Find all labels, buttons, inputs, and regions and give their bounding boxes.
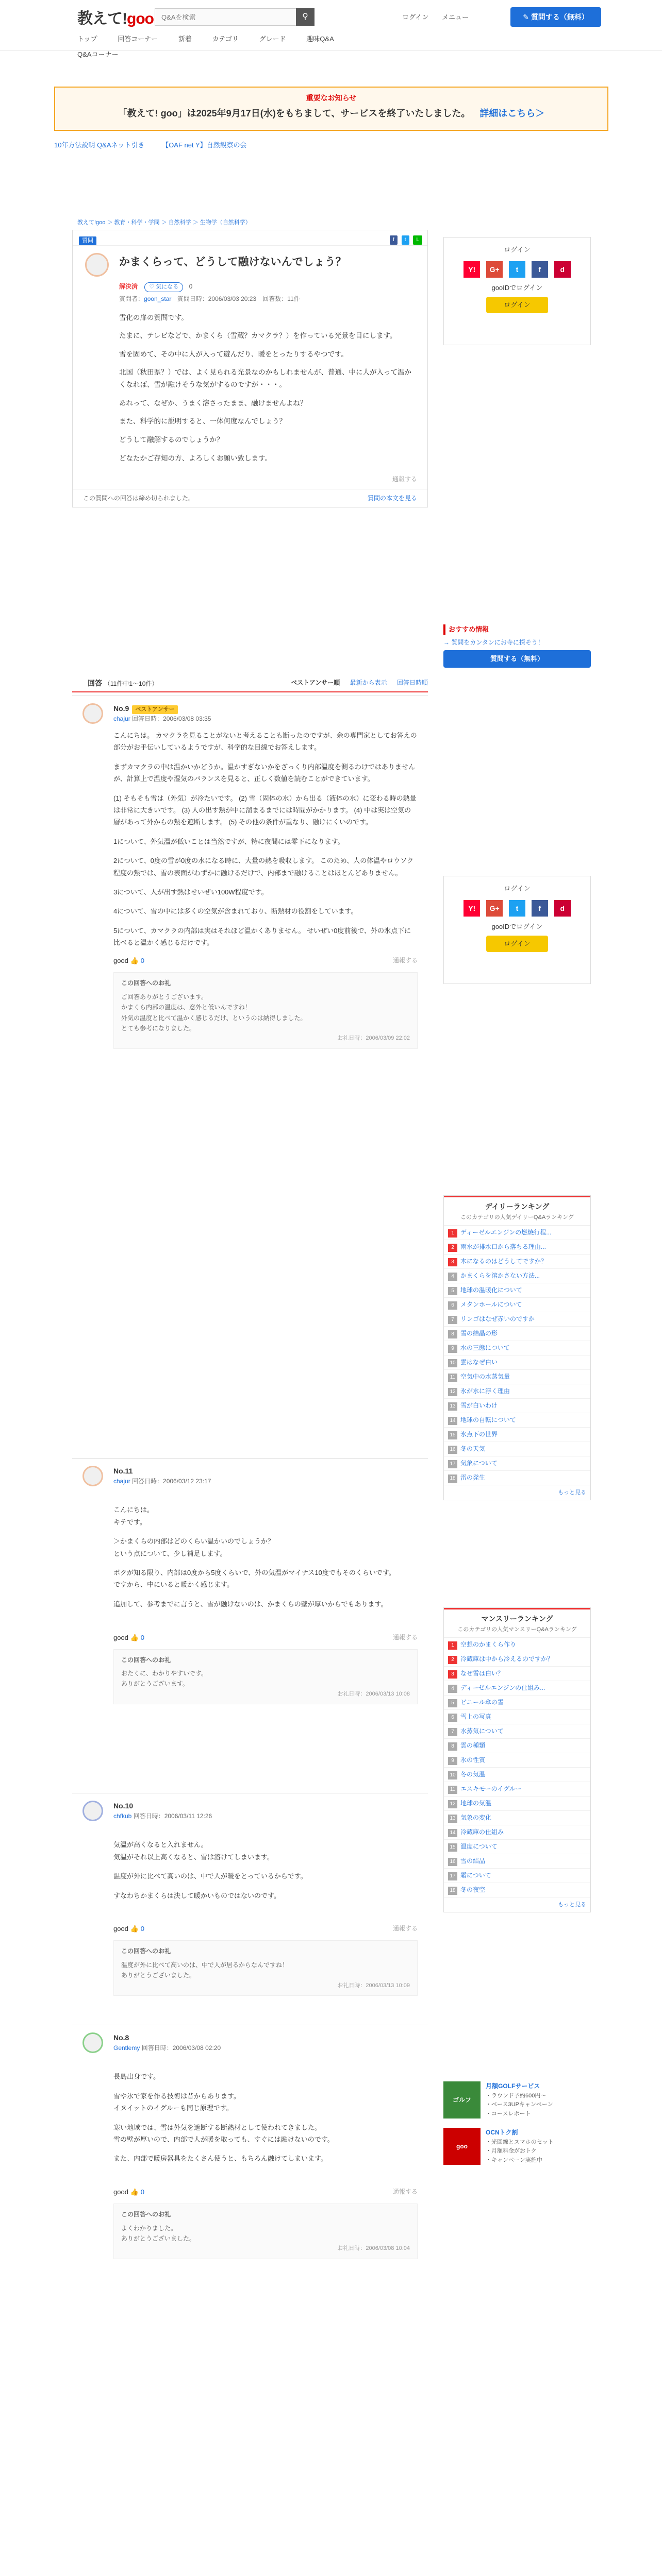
- facebook-icon[interactable]: f: [532, 261, 548, 278]
- answerer-name[interactable]: chajur: [113, 1478, 130, 1485]
- answer-item: [72, 1458, 428, 1777]
- recommend-heading: おすすめ情報: [443, 624, 591, 635]
- questioner-name[interactable]: goon_star: [144, 295, 172, 302]
- body-line: また、科学的に説明すると、一体何度なんでしょう？: [119, 417, 286, 426]
- recommend-box: [443, 624, 591, 663]
- ad-item[interactable]: goo OCNトク割 ・光回線とスマホのセット ・月額料金がおトク ・キャンペーン実施中: [443, 2128, 591, 2169]
- twitter-icon[interactable]: t: [509, 261, 525, 278]
- ranking-list: [444, 1638, 590, 1897]
- yahoo-icon[interactable]: Y!: [464, 261, 480, 278]
- ranking-item[interactable]: 8 雲の種類: [444, 1739, 590, 1753]
- good-row: good 👍 0 通報する: [113, 2188, 418, 2196]
- answers-header: [72, 675, 428, 692]
- login-link[interactable]: ログイン: [402, 13, 429, 21]
- ranking-item[interactable]: 18 冬の夜空: [444, 1883, 590, 1897]
- avatar: [82, 2032, 103, 2053]
- bookmark-button[interactable]: ♡ 気になる: [144, 282, 183, 292]
- recommend-link[interactable]: → 質問をカンタンにお寺に探そう！: [443, 638, 544, 646]
- body-line: 北国（秋田県？）では、よく見られる光景なのかもしれませんが、普通、中に人が入って温かくなれば、雪が融けそうな気がするのですが・・・。: [119, 368, 411, 388]
- ranking-item[interactable]: 10 雲はなぜ白い: [444, 1355, 590, 1370]
- ranking-title: デイリーランキング: [444, 1196, 590, 1213]
- question-title: かまくらって、どうして融けないんでしょう？: [119, 256, 346, 268]
- ranking-item[interactable]: 3 木になるのはどうしてですか？: [444, 1255, 590, 1269]
- meta-prefix: 質問者：: [119, 295, 144, 302]
- notice-body: 「教えて! goo」は2025年9月17日(水)をもちまして、サービスを終了いたしました。 詳細はこちら＞: [118, 108, 545, 118]
- thumb-icon[interactable]: 👍: [128, 1925, 139, 1933]
- answer-sort-links: [283, 678, 428, 687]
- avatar: [82, 1466, 103, 1486]
- ranking-item[interactable]: 13 雪が白いわけ: [444, 1399, 590, 1413]
- notice-detail-link[interactable]: 詳細はこちら＞: [479, 108, 545, 118]
- related-link[interactable]: 10年方法説明 Q&Aネット引き: [54, 141, 145, 149]
- thanks-box: この回答へのお礼 温度が外に比べて高いのは、中で人が居るからなんですね！ ありがとうございました。 お礼日時：2006/03/13 10:09: [113, 1940, 418, 1996]
- body-line: どうして融解するのでしょうか？: [119, 435, 224, 444]
- answer-date: 回答日時：2006/03/08 02:20: [141, 2044, 221, 2052]
- nav-new[interactable]: 新着: [178, 35, 192, 43]
- ask-question-button-side[interactable]: 質問する（無料）: [443, 650, 591, 668]
- ranking-item[interactable]: 15 氷点下の世界: [444, 1428, 590, 1442]
- answerer-name[interactable]: Gentlemy: [113, 2044, 140, 2052]
- question-body: [73, 303, 427, 475]
- body-line: 雪化の扉の質問です。: [119, 313, 188, 321]
- report-link[interactable]: 通報する: [392, 2188, 418, 2196]
- report-link[interactable]: 通報する: [392, 957, 418, 964]
- ranking-item[interactable]: 14 地球の自転について: [444, 1413, 590, 1428]
- ranking-item[interactable]: 4 ディーゼルエンジンの仕組み...: [444, 1681, 590, 1696]
- login-box-2: [443, 876, 591, 984]
- login-title: ログイン: [504, 885, 531, 892]
- question-header: [73, 230, 427, 246]
- goo-login-label: gooIDでログイン: [491, 283, 543, 292]
- ranking-item[interactable]: 9 氷の性質: [444, 1753, 590, 1768]
- ranking-item[interactable]: 16 冬の天気: [444, 1442, 590, 1456]
- login-box: [443, 237, 591, 345]
- body-line: たまに、テレビなどで、かまくら（雪蔵？カマクラ？）を作っている光景を目にします。: [119, 332, 397, 340]
- ranking-item[interactable]: 8 雪の結晶の形: [444, 1327, 590, 1341]
- facebook-icon[interactable]: f: [532, 900, 548, 917]
- ranking-more-link[interactable]: もっと見る: [558, 1901, 586, 1908]
- ranking-item[interactable]: 6 メタンホールについて: [444, 1298, 590, 1312]
- google-icon[interactable]: G+: [486, 261, 503, 278]
- answer-number: No.10: [113, 1802, 134, 1810]
- answer-text: こんにちは。 カマクラを見ることがないと考えることも断ったのですが、余の専門家としてお答えの部分がお手伝いしているようですが、科学的な目線でお答えします。 まずカマクラの中は温かいかどうか。温かすぎないかをざっくり内部温度を測るわけではありませんが、計算上で温度や湿気のバランスを見ると、正しく数値を読むことができています。 (1) そもそも雪は（外気）が冷たいです。 (2) 雪（固体の水）から出る（液体の水）に変わる時の熱量は非常に大きいです。 (3) 人の出す熱が中に溜まるまでには時間がかかります。 (4) 中は実は空気の層があって外からの熱を遮断します。 (5) その他の条件が重なり、融けにくいのです。 1について、外気温が低いことは当然ですが、特に夜間には零下になります。 2について、0度の雪が0度の水になる時に、大量の熱を吸収します。 このため、人の体温やロウソク程度の熱では、雪の表面がわずかに融けるだけで、内部まで融けることはほとんどありません。 3について、人が出す熱はせいぜい100W程度です。 4について、雪の中には多くの空気が含まれており、断熱材の役割をしています。 5について、カマクラの内部は実はそれほど温かくありません。 せいぜい0度前後で、外の氷点下に比べると温かく感じるだけです。: [113, 732, 417, 947]
- thanks-box: この回答へのお礼 よくわかりました。 ありがとうございました。 お礼日時：2006/03/08 10:04: [113, 2204, 418, 2259]
- ranking-item[interactable]: 1 ディーゼルエンジンの燃焼行程...: [444, 1226, 590, 1240]
- ranking-item[interactable]: 17 気象について: [444, 1456, 590, 1471]
- docomo-icon[interactable]: d: [554, 900, 571, 917]
- ad-image: ゴルフ: [443, 2081, 481, 2119]
- search-box: [155, 8, 315, 26]
- ranking-item[interactable]: 16 雪の結晶: [444, 1854, 590, 1869]
- service-end-notice: [54, 87, 608, 131]
- nav-answer[interactable]: 回答コーナー: [118, 35, 158, 43]
- ranking-item[interactable]: 14 冷蔵庫の仕組み: [444, 1825, 590, 1840]
- sort-best[interactable]: ベストアンサー順: [291, 679, 340, 686]
- answer-date: 回答日時：2006/03/12 23:17: [132, 1478, 211, 1485]
- ad-item[interactable]: ゴルフ 月額GOLFサービス ・ラウンド予約600円〜 ・ベース3UPキャンペーン ・コースレポート: [443, 2081, 591, 2123]
- social-login-icons: [444, 261, 590, 278]
- answer-item: [72, 1793, 428, 2009]
- thumb-icon[interactable]: 👍: [128, 1633, 139, 1641]
- report-link[interactable]: 通報する: [392, 476, 417, 483]
- ranking-item[interactable]: 12 地球の気温: [444, 1797, 590, 1811]
- ranking-item[interactable]: 7 リンゴはなぜ赤いのですか: [444, 1312, 590, 1327]
- related-link[interactable]: 【OAF net Y】自然観察の会: [162, 141, 247, 149]
- answer-date: 回答日時：2006/03/08 03:35: [132, 715, 211, 722]
- best-answer-badge: ベストアンサー: [132, 705, 177, 714]
- status-badge: 解決済: [119, 283, 138, 290]
- good-row: good 👍 0 通報する: [113, 1925, 418, 1933]
- answerer-name[interactable]: chfkub: [113, 1812, 132, 1820]
- sort-newest[interactable]: 最新から表示: [350, 679, 387, 686]
- ranking-item[interactable]: 4 かまくらを溶かさない方法...: [444, 1269, 590, 1283]
- view-question-link[interactable]: 質問の本文を見る: [367, 495, 417, 502]
- ranking-item[interactable]: 18 雷の発生: [444, 1471, 590, 1485]
- good-button[interactable]: good: [113, 1633, 128, 1641]
- ranking-item[interactable]: 12 氷が水に浮く理由: [444, 1384, 590, 1399]
- answer-date: 回答日時：2006/03/11 12:26: [133, 1812, 212, 1820]
- answer-number: No.8: [113, 2033, 129, 2042]
- thumb-icon[interactable]: 👍: [128, 957, 139, 965]
- ask-question-button[interactable]: ✎ 質問する（無料）: [510, 7, 601, 27]
- answer-item: [72, 2025, 428, 2576]
- ranking-list: [444, 1226, 590, 1485]
- report-link[interactable]: 通報する: [392, 1925, 418, 1933]
- answer-item: [72, 696, 428, 1443]
- login-button[interactable]: ログイン: [486, 297, 548, 313]
- ranking-item[interactable]: 5 ビニール傘の雪: [444, 1696, 590, 1710]
- ranking-item[interactable]: 11 空気中の水蒸気量: [444, 1370, 590, 1384]
- question-footer: [73, 489, 427, 507]
- answer-text: 長島出身です。 雪や氷で家を作る技術は昔からあります。 イヌイットのイグルーも同じ原理です。 寒い地域では、雪は外気を遮断する断熱材として使われてきました。 雪の壁が厚いので、内部で人が暖を取っても、すぐには融けないのです。 また、内部で暖房器具をたくさん使うと、もちろん融けてしまいます。: [113, 2073, 334, 2163]
- good-row: good 👍 0 通報する: [113, 957, 418, 965]
- goo-login-label: gooIDでログイン: [491, 922, 543, 930]
- ranking-item[interactable]: 7 水蒸気について: [444, 1724, 590, 1739]
- login-button[interactable]: ログイン: [486, 936, 548, 952]
- closed-notice: この質問への回答は締め切られました。: [83, 495, 195, 502]
- header-links: [402, 12, 480, 23]
- ranking-item[interactable]: 15 温度について: [444, 1840, 590, 1854]
- answer-text: こんにちは。 キテです。 ＞かまくらの内部はどのくらい温かいのでしょうか？ という点について、少し補足します。 ボクが知る限り、内部は0度から5度くらいで、外の気温がマイナス10度でもそのくらいです。 ですから、中にいると暖かく感じます。 追加して、参考までに言うと、雪が融けないのは、かまくらの壁が厚いからでもあります。: [113, 1506, 395, 1608]
- thumb-icon[interactable]: 👍: [128, 2188, 139, 2196]
- thanks-box: この回答へのお礼 ご回答ありがとうございます。 かまくら内部の温度は、意外と低いんですね！ 外気の温度と比べて温かく感じるだけ、というのは納得しました。 とても参考になりました。 お礼日時：2006/03/09 22:02: [113, 972, 418, 1049]
- avatar: [85, 253, 109, 277]
- facebook-share-icon[interactable]: f: [390, 235, 398, 245]
- monthly-ranking: [443, 1607, 591, 1912]
- related-links: [54, 140, 262, 150]
- report-link[interactable]: 通報する: [392, 1633, 418, 1641]
- answer-text: 気温が高くなると入れません。 気温がそれ以上高くなると、雪は溶けてしまいます。 温度が外に比べて高いのは、中で人が暖をとっているからです。 すなわちかまくらは決して暖かいものではないのです。: [113, 1841, 307, 1900]
- good-button[interactable]: good: [113, 2188, 128, 2196]
- daily-ranking: [443, 1195, 591, 1500]
- header: [0, 0, 662, 58]
- thanks-box: この回答へのお礼 おたくに、わかりやすいです。 ありがとうございます。 お礼日時：2006/03/13 10:08: [113, 1649, 418, 1705]
- login-title: ログイン: [504, 246, 531, 253]
- goo-logo[interactable]: 教えて!goo: [77, 10, 154, 27]
- social-login-icons: [444, 900, 590, 917]
- nav-qa-corner[interactable]: Q&Aコーナー: [77, 50, 119, 58]
- question-label: 質問: [79, 236, 96, 245]
- ranking-title: マンスリーランキング: [444, 1608, 590, 1625]
- share-buttons: [388, 233, 422, 245]
- heart-icon: ♡: [149, 284, 155, 290]
- search-icon[interactable]: ⚲: [296, 8, 315, 26]
- twitter-share-icon[interactable]: t: [402, 235, 409, 245]
- ranking-item[interactable]: 2 冷蔵庫は中から冷えるのですか？: [444, 1652, 590, 1667]
- line-share-icon[interactable]: L: [413, 235, 422, 245]
- ranking-item[interactable]: 10 冬の気温: [444, 1768, 590, 1782]
- ranking-subtitle: このカテゴリの人気マンスリーQ&Aランキング: [444, 1625, 590, 1638]
- yahoo-icon[interactable]: Y!: [464, 900, 480, 917]
- menu-link[interactable]: メニュー: [441, 13, 469, 21]
- question-meta: [73, 282, 427, 303]
- search-input[interactable]: [155, 9, 294, 25]
- avatar: [82, 703, 103, 724]
- ranking-item[interactable]: 5 地球の温暖化について: [444, 1283, 590, 1298]
- twitter-icon[interactable]: t: [509, 900, 525, 917]
- avatar: [82, 1801, 103, 1821]
- body-line: あれって、なぜか、うまく溶さったまま、融けませんよね？: [119, 399, 307, 407]
- body-line: 雪を固めて、その中に人が入って遊んだり、暖をとったりするやつです。: [119, 350, 348, 358]
- google-icon[interactable]: G+: [486, 900, 503, 917]
- nav-grade[interactable]: グレード: [259, 35, 286, 43]
- main-nav: [77, 34, 353, 58]
- answer-number: No.11: [113, 1467, 133, 1475]
- ranking-item[interactable]: 9 水の三態について: [444, 1341, 590, 1355]
- ranking-item[interactable]: 2 雨水が排水口から落ちる理由...: [444, 1240, 590, 1255]
- ranking-item[interactable]: 1 空想のかまくら作り: [444, 1638, 590, 1652]
- answer-number: No.9: [113, 704, 129, 713]
- good-row: good 👍 0 通報する: [113, 1633, 418, 1641]
- answerer-name[interactable]: chajur: [113, 715, 130, 722]
- ranking-more-link[interactable]: もっと見る: [558, 1489, 586, 1496]
- question-box: [72, 230, 428, 507]
- ranking-item[interactable]: 11 エスキモーのイグルー: [444, 1782, 590, 1797]
- question-date: 質問日時：2006/03/03 20:23 回答数：11件: [177, 295, 300, 302]
- sort-date[interactable]: 回答日時順: [396, 679, 428, 686]
- good-button[interactable]: good: [113, 957, 128, 965]
- ranking-item[interactable]: 13 気象の変化: [444, 1811, 590, 1825]
- ranking-item[interactable]: 6 雪上の写真: [444, 1710, 590, 1724]
- answers-title: 回答 （11件中1～10件）: [88, 679, 158, 687]
- ad-image: goo: [443, 2128, 481, 2165]
- question-title-area: [73, 246, 427, 282]
- breadcrumb[interactable]: 教えて!goo ＞ 教育・科学・学問 ＞ 自然科学 ＞ 生物学（自然科学）: [77, 219, 251, 226]
- ranking-item[interactable]: 3 なぜ雪は白い？: [444, 1667, 590, 1681]
- ad-area: [443, 2081, 591, 2174]
- good-count: 0: [189, 283, 193, 290]
- nav-top[interactable]: トップ: [77, 35, 97, 43]
- notice-title: 重要なお知らせ: [306, 94, 357, 102]
- body-line: どなたかご存知の方、よろしくお願い致します。: [119, 454, 272, 462]
- nav-category[interactable]: カテゴリ: [212, 35, 239, 43]
- good-button[interactable]: good: [113, 1925, 128, 1933]
- ranking-subtitle: このカテゴリの人気デイリーQ&Aランキング: [444, 1213, 590, 1226]
- ranking-item[interactable]: 17 霜について: [444, 1869, 590, 1883]
- nav-hobby[interactable]: 趣味Q&A: [306, 35, 334, 43]
- docomo-icon[interactable]: d: [554, 261, 571, 278]
